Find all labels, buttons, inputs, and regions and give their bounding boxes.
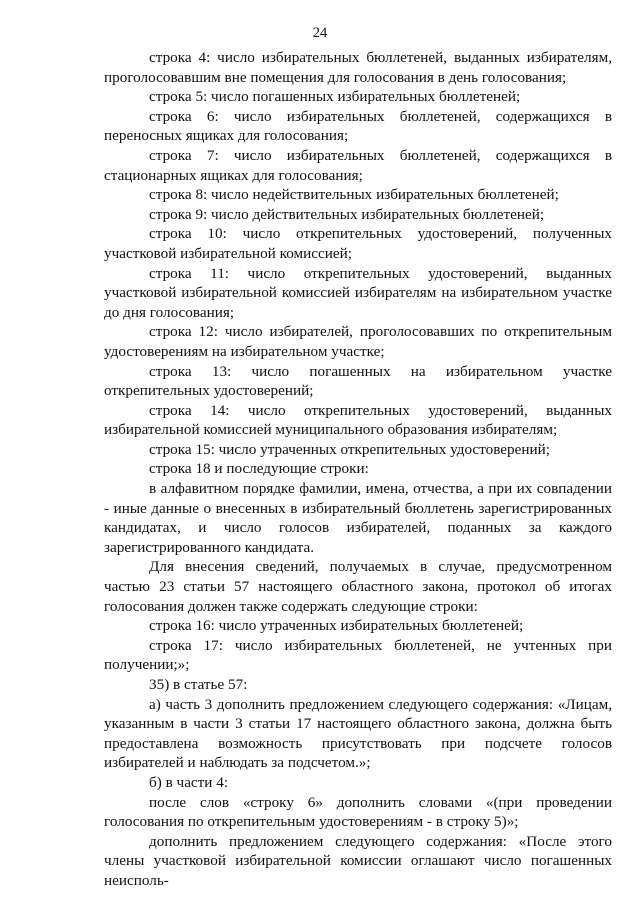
- paragraph-line-9: строка 9: число действительных избирательных бюллетеней;: [149, 205, 545, 223]
- paragraph-line-15: строка 15: число утраченных открепительных удостоверений;: [149, 440, 550, 458]
- paragraph-line-7: строка 7: число избирательных бюллетеней, содержащихся в стационарных ящиках для голосования;: [104, 146, 612, 184]
- paragraph-line-6: строка 6: число избирательных бюллетеней, содержащихся в переносных ящиках для голосования;: [104, 107, 612, 145]
- paragraph-line-10: строка 10: число открепительных удостоверений, полученных участковой избирательной комиссией;: [104, 225, 612, 262]
- paragraph-line-4: строка 4: число избирательных бюллетеней, выданных избирателям, проголосовавшим вне помещения для голосования в день голосования;: [104, 49, 612, 86]
- paragraph-line-14: строка 14: число открепительных удостоверений, выданных избирательной комиссией муниципального образования избирателям;: [104, 401, 612, 439]
- paragraph-after-words: после слов «строку 6» дополнить словами «(при проведении голосования по открепительным удостоверениям - в строку 5)»;: [104, 793, 612, 831]
- paragraph-line-16: строка 16: число утраченных избирательных бюллетеней;: [149, 617, 524, 635]
- page-number: 24: [312, 25, 328, 41]
- paragraph-line-8: строка 8: число недействительных избирательных бюллетеней;: [149, 186, 559, 204]
- paragraph-article-57: 35) в статье 57:: [149, 676, 248, 693]
- paragraph-line-18: строка 18 и последующие строки:: [149, 460, 369, 478]
- paragraph-line-13: строка 13: число погашенных на избирательном участке открепительных удостоверений;: [104, 362, 612, 400]
- paragraph-line-12: строка 12: число избирателей, проголосовавших по открепительным удостоверениям на избирательном участке;: [104, 323, 612, 360]
- document-body: [104, 48, 612, 891]
- paragraph-line-17: строка 17: число избирательных бюллетеней, не учтенных при получении;»;: [104, 636, 612, 674]
- paragraph-candidates: в алфавитном порядке фамилии, имена, отчества, а при их совпадении - иные данные о внесенных в избирательный бюллетень зарегистрированных кандидатах, и число голосов избирателей, поданных за каждого зарегистрированного кандидата.: [104, 480, 612, 556]
- paragraph-additional-lines: Для внесения сведений, получаемых в случае, предусмотренном частью 23 статьи 57 настоящего областного закона, протокол об итогах голосования должен также содержать следующие строки:: [104, 558, 612, 615]
- paragraph-part-4: б) в части 4:: [149, 773, 229, 791]
- paragraph-part-3: а) часть 3 дополнить предложением следующего содержания: «Лицам, указанным в части 3 статьи 17 настоящего областного закона, должна быть предоставлена возможность присутствовать при подсчете голосов избирателей и наблюдать за подсчетом.»;: [104, 695, 612, 772]
- paragraph-supplement: дополнить предложением следующего содержания: «После этого члены участковой избирательной комиссии оглашают число погашенных неисполь-: [104, 832, 612, 889]
- paragraph-line-11: строка 11: число открепительных удостоверений, выданных участковой избирательной комиссией избирателям на избирательном участке до дня голосования;: [104, 264, 612, 321]
- paragraph-line-5: строка 5: число погашенных избирательных бюллетеней;: [149, 88, 521, 106]
